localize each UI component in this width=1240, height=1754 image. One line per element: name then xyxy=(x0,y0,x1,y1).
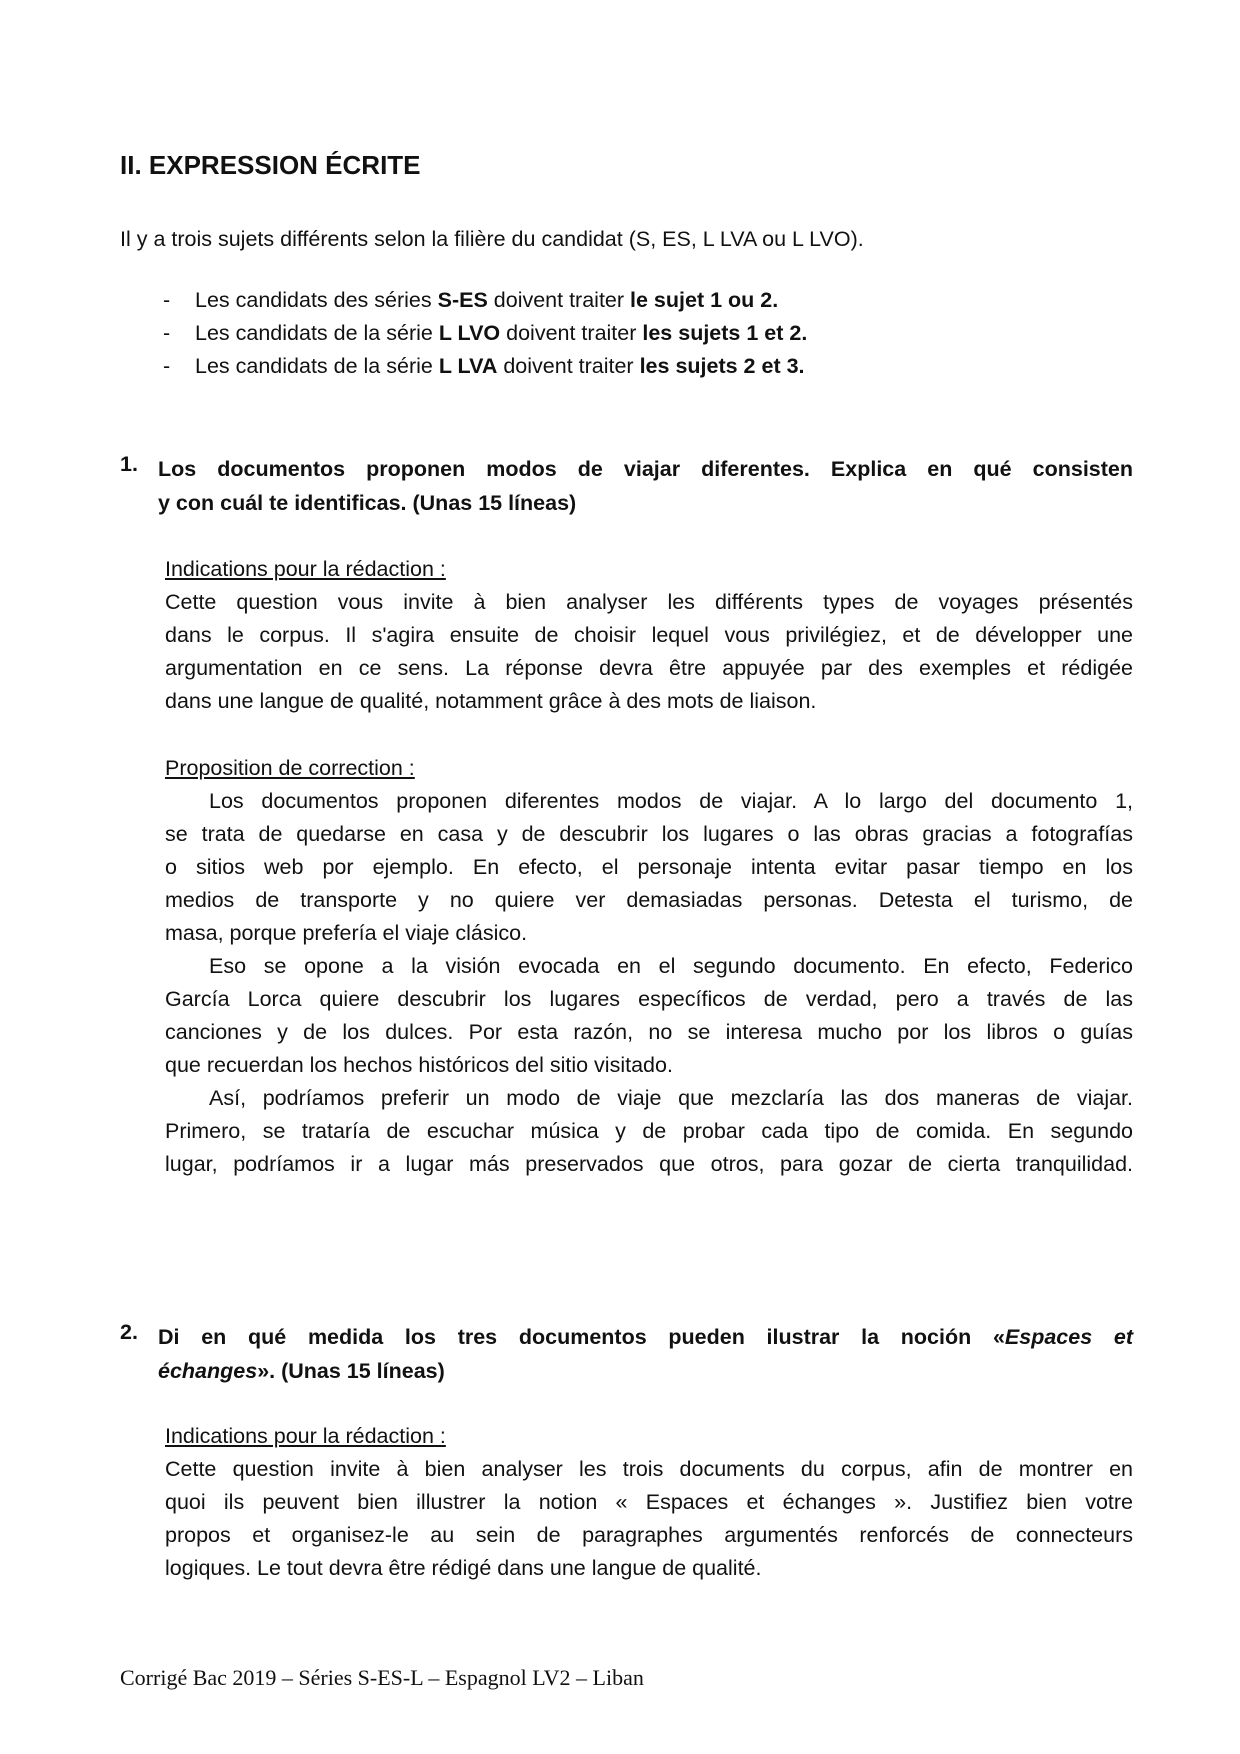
text-line: logiques. Le tout devra être rédigé dans une langue de qualité. xyxy=(165,1556,762,1580)
text-line: Cette question invite à bien analyser les trois documents du corpus, afin de montrer en xyxy=(165,1457,1133,1481)
title-italic: Espaces et xyxy=(1004,1325,1133,1349)
title-text: Di en qué medida los tres documentos pueden ilustrar la noción « xyxy=(158,1325,1005,1349)
text-line: propos et organisez-le au sein de paragraphes argumentés renforcés de connecteurs xyxy=(165,1523,1133,1547)
question-2-title xyxy=(158,1320,1133,1388)
indications-title: Indications pour la rédaction : xyxy=(165,557,446,581)
bullet-bold: le sujet 1 ou 2. xyxy=(630,288,779,312)
text-line: se trata de quedarse en casa y de descubrir los lugares o las obras gracias a fotografías xyxy=(165,822,1133,846)
bullet-text: Les candidats de la série xyxy=(195,321,439,345)
q1-indications xyxy=(165,553,1133,718)
bullet-bold: L LVO xyxy=(438,321,501,345)
text-line: lugar, podríamos ir a lugar más preservados que otros, para gozar de cierta tranquilidad. xyxy=(165,1152,1133,1176)
page-footer: Corrigé Bac 2019 – Séries S-ES-L – Espagnol LV2 – Liban xyxy=(120,1665,644,1690)
text-line: dans le corpus. Il s'agira ensuite de choisir lequel vous privilégiez, et de développer une xyxy=(165,623,1133,647)
text-line: quoi ils peuvent bien illustrer la notion « Espaces et échanges ». Justifiez bien votre xyxy=(165,1490,1133,1514)
text-line: García Lorca quiere descubrir los lugares específicos de verdad, pero a través de las xyxy=(165,987,1133,1011)
text-line: dans une langue de qualité, notamment grâce à des mots de liaison. xyxy=(165,689,817,713)
text-line: Cette question vous invite à bien analyser les différents types de voyages présentés xyxy=(165,590,1133,614)
intro-text: Il y a trois sujets différents selon la filière du candidat (S, ES, L LVA ou L LVO). xyxy=(120,227,864,251)
text-line: Los documentos proponen diferentes modos de viajar. A lo largo del documento 1, xyxy=(209,789,1133,813)
bullet-bold: les sujets 2 et 3. xyxy=(639,354,805,378)
bullet-bold: les sujets 1 et 2. xyxy=(642,321,808,345)
text-line: o sitios web por ejemplo. En efecto, el personaje intenta evitar pasar tiempo en los xyxy=(165,855,1133,879)
title-line: Los documentos proponen modos de viajar diferentes. Explica en qué consisten xyxy=(158,457,1133,481)
bullet-dash: - xyxy=(163,354,171,378)
bullet-item xyxy=(195,321,807,346)
indications-title: Indications pour la rédaction : xyxy=(165,1424,446,1448)
text-line: Eso se opone a la visión evocada en el segundo documento. En efecto, Federico xyxy=(209,954,1133,978)
question-1-number: 1. xyxy=(120,452,138,476)
bullet-text: doivent traiter xyxy=(497,354,640,378)
title-line: y con cuál te identificas. (Unas 15 líneas) xyxy=(158,491,577,515)
bullet-item xyxy=(195,288,778,313)
text-line: Primero, se trataría de escuchar música y de probar cada tipo de comida. En segundo xyxy=(165,1119,1133,1143)
bullet-bold: S-ES xyxy=(437,288,488,312)
text-line: Así, podríamos preferir un modo de viaje que mezclaría las dos maneras de viajar. xyxy=(209,1086,1133,1110)
text-line: medios de transporte y no quiere ver demasiadas personas. Detesta el turismo, de xyxy=(165,888,1133,912)
bullet-text: Les candidats des séries xyxy=(195,288,438,312)
bullet-dash: - xyxy=(163,321,171,345)
text-line: argumentation en ce sens. La réponse devra être appuyée par des exemples et rédigée xyxy=(165,656,1133,680)
text-line: canciones y de los dulces. Por esta razón, no se interesa mucho por los libros o guías xyxy=(165,1020,1133,1044)
proposition-title: Proposition de correction : xyxy=(165,756,415,780)
bullet-text: doivent traiter xyxy=(487,288,631,312)
question-1-title xyxy=(158,452,1133,520)
bullet-bold: L LVA xyxy=(438,354,498,378)
title-text: ». (Unas 15 líneas) xyxy=(257,1359,445,1383)
q2-indications xyxy=(165,1420,1133,1585)
bullet-text: Les candidats de la série xyxy=(195,354,439,378)
text-line: masa, porque prefería el viaje clásico. xyxy=(165,921,528,945)
bullet-text: doivent traiter xyxy=(500,321,643,345)
bullet-item xyxy=(195,354,805,379)
bullet-dash: - xyxy=(163,288,171,312)
q1-proposition xyxy=(165,752,1133,1181)
text-line: que recuerdan los hechos históricos del sitio visitado. xyxy=(165,1053,673,1077)
title-italic: échanges xyxy=(158,1359,258,1383)
question-2-number: 2. xyxy=(120,1320,138,1344)
section-heading: II. EXPRESSION ÉCRITE xyxy=(120,150,421,180)
